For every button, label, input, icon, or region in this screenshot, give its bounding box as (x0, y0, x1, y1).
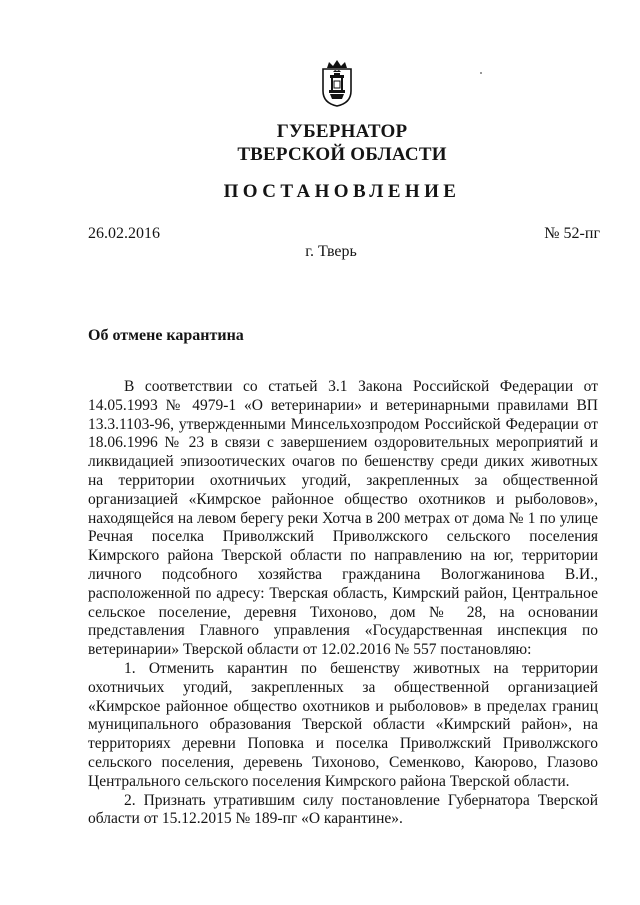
document-body (88, 378, 598, 829)
paragraph-item-2: 2. Признать утратившим силу постановление Губернатора Тверской области от 15.12.2015 № 189-пг «О карантине». (88, 791, 598, 828)
scan-speck (480, 72, 482, 74)
document-city: г. Тверь (305, 243, 357, 260)
document-date: 26.02.2016 (88, 225, 160, 242)
issuer-title-line2: ТВЕРСКОЙ ОБЛАСТИ (237, 144, 447, 165)
paragraph-preamble: В соответствии со статьей 3.1 Закона Российской Федерации от 14.05.1993 № 4979-1 «О ветеринарии» и ветеринарными правилами ВП 13.3.1103-96, утвержденными Минсельхозпродом Российской Федерации от 18.06.1996 № 23 в связи с завершением оздоровительных мероприятий и ликвидацией эпизоотических очагов по бешенству среди диких животных на территории охотничьих угодий, закрепленных за общественной организацией «Кимрское районное общество охотников и рыболовов», находящейся на левом берегу реки Хотча в 200 метрах от дома № 1 по улице Речная поселка Приволжский Приволжского сельского поселения Кимрского района Тверской области по направлению на юг, территории личного подсобного хозяйства гражданина Вологжанинова В.И., расположенной по адресу: Тверская область, Кимрский район, Центральное сельское поселение, деревня Тихоново, дом № 28, на основании представления Главного управления «Государственная инспекция по ветеринарии» Тверской области от 12.02.2016 № 557 постановляю: (88, 378, 598, 659)
paragraph-item-1: 1. Отменить карантин по бешенству животных на территории охотничьих угодий, закрепленных за общественной организацией «Кимрское районное общество охотников и рыболовов» в пределах границ муниципального образования Тверской области «Кимрский район», на территориях деревни Поповка и поселка Приволжский Приволжского сельского поселения, деревень Тихоново, Семенково, Каюрово, Глазово Центрального сельского поселения Кимрского района Тверской области. (88, 659, 598, 790)
issuer-title-line1: ГУБЕРНАТОР (276, 121, 408, 142)
document-subject: Об отмене карантина (88, 327, 244, 344)
document-type: ПОСТАНОВЛЕНИЕ (223, 181, 461, 202)
document-number: № 52-пг (544, 225, 600, 242)
coat-of-arms-icon (321, 59, 353, 107)
